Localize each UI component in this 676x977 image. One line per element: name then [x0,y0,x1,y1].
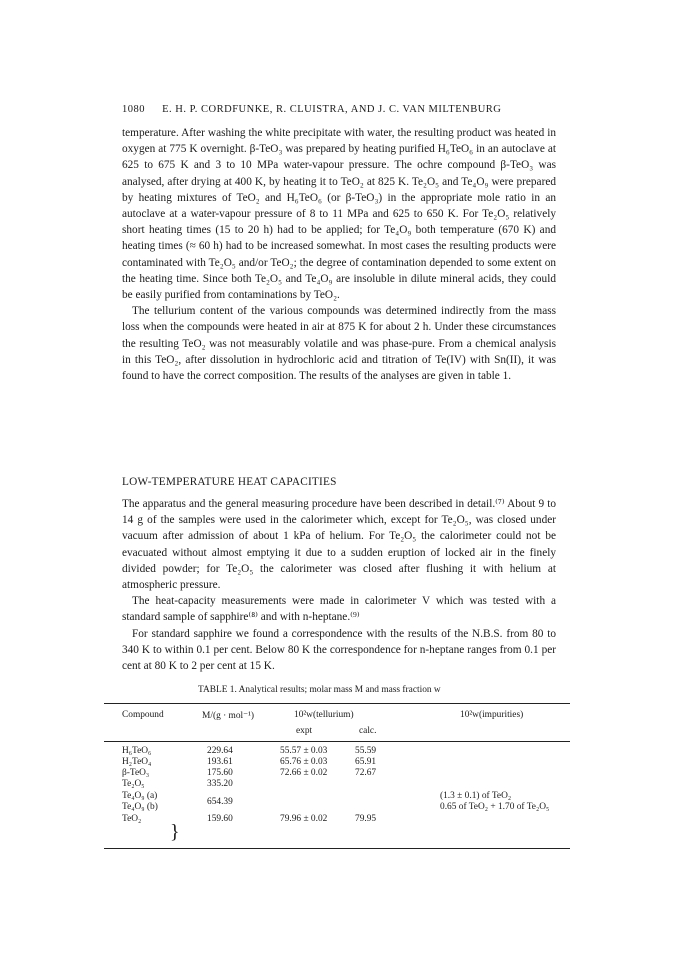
cell-expt: 72.66 ± 0.02 [280,768,328,778]
header-tellurium: 10²w(tellurium) [294,710,354,720]
cell-compound: H₆TeO₆ [122,746,152,756]
paragraph: The heat-capacity measurements were made in calorimeter V which was tested with a standard sample of sapphire⁽⁸⁾ and with n-heptane.⁽⁹⁾ [122,595,556,624]
table-header-rule [104,741,570,742]
brace-left: } [170,821,180,843]
cell-molar-mass: 654.39 [207,797,233,807]
header-expt: expt [296,726,313,736]
cell-expt: 65.76 ± 0.03 [280,757,328,767]
cell-expt: 55.57 ± 0.03 [280,746,328,756]
header-compound: Compound [122,710,164,720]
header-impurities: 10²w(impurities) [460,710,524,720]
body-text-top [122,125,556,384]
cell-molar-mass: 159.60 [207,814,233,824]
cell-calc: 72.67 [355,768,377,778]
cell-molar-mass: 229.64 [207,746,233,756]
cell-impurities: (1.3 ± 0.1) of TeO₂ [440,791,512,801]
paragraph: The tellurium content of the various compounds was determined indirectly from the mass loss when the compounds were heated in air at 875 K for about 2 h. Under these circumstances the resulting TeO₂ was not measurably volatile and was phase-pure. From a chemical analysis in this TeO₂, after dissolution in hydrochloric acid and titration of Te(IV) with Sn(II), it was found to have the correct composition. The results of the analyses are given in table 1. [122,305,556,383]
cell-compound: β-TeO₃ [122,768,150,778]
cell-impurities: 0.65 of TeO₂ + 1.70 of Te₂O₅ [440,802,550,812]
paragraph: For standard sapphire we found a correspondence with the results of the N.B.S. from 80 to 340 K to within 0.1 per cent. Below 80 K the correspondence for n-heptane ranges from 0.1 per cent at 80 K to 2 per cent at 15 K. [122,627,556,673]
cell-expt: 79.96 ± 0.02 [280,814,328,824]
cell-molar-mass: 335.20 [207,779,233,789]
table-top-rule [104,703,570,704]
table-bottom-rule [104,848,570,849]
cell-molar-mass: 193.61 [207,757,233,767]
author-line: E. H. P. CORDFUNKE, R. CLUISTRA, AND J. C. VAN MILTENBURG [162,104,502,115]
cell-compound: TeO₂ [122,814,142,824]
cell-calc: 65.91 [355,757,377,767]
paragraph: temperature. After washing the white precipitate with water, the resulting product was heated in oxygen at 775 K overnight. β-TeO₃ was prepared by heating purified H₆TeO₆ in an autoclave at 625 to 675 K and 3 to 10 MPa water-vapour pressure. The ochre compound β-TeO₃ was analysed, after drying at 400 K, by heating it to TeO₂ at 825 K. Te₂O₅ and Te₄O₉ were prepared by heating mixtures of TeO₂ and H₆TeO₆ (or β-TeO₃) in the appropriate mole ratio in an autoclave at a water-vapour pressure of 8 to 11 MPa and 625 to 650 K. For Te₂O₅ relatively short heating times (15 to 20 h) had to be applied; for Te₄O₉ both temperature (670 K) and heating times (≈ 60 h) had to be increased somewhat. In most cases the resulting products were contaminated with Te₂O₅ and/or TeO₂; the degree of contamination depended to some extent on the heating time. Since both Te₂O₅ and Te₄O₉ are insoluble in dilute mineral acids, they could be easily purified from contaminations by TeO₂. [122,127,556,302]
cell-compound: Te₄O₉ (b) [122,802,158,812]
table-caption: TABLE 1. Analytical results; molar mass M and mass fraction w [198,685,441,695]
header-molar-mass: M/(g · mol⁻¹) [202,711,255,721]
paragraph: The apparatus and the general measuring procedure have been described in detail.⁽⁷⁾ About 9 to 14 g of the samples were used in the calorimeter which, except for Te₂O₅, was closed under vacuum after admission of about 1 kPa of helium. For Te₂O₅ the calorimeter could not be evacuated without almost emptying it due to a sudden eruption of locked air in the finely divided powder; for Te₂O₅ the calorimeter was closed after flushing it with helium at atmospheric pressure. [122,498,556,592]
cell-molar-mass: 175.60 [207,768,233,778]
header-calc: calc. [359,726,377,736]
cell-compound: Te₂O₅ [122,779,145,789]
cell-calc: 79.95 [355,814,377,824]
section-heading: LOW-TEMPERATURE HEAT CAPACITIES [122,476,337,488]
cell-calc: 55.59 [355,746,377,756]
running-header [122,104,552,115]
body-text-bottom [122,496,556,674]
page-number: 1080 [122,104,145,115]
cell-compound: Te₄O₉ (a) [122,791,158,801]
cell-compound: H₂TeO₄ [122,757,152,767]
